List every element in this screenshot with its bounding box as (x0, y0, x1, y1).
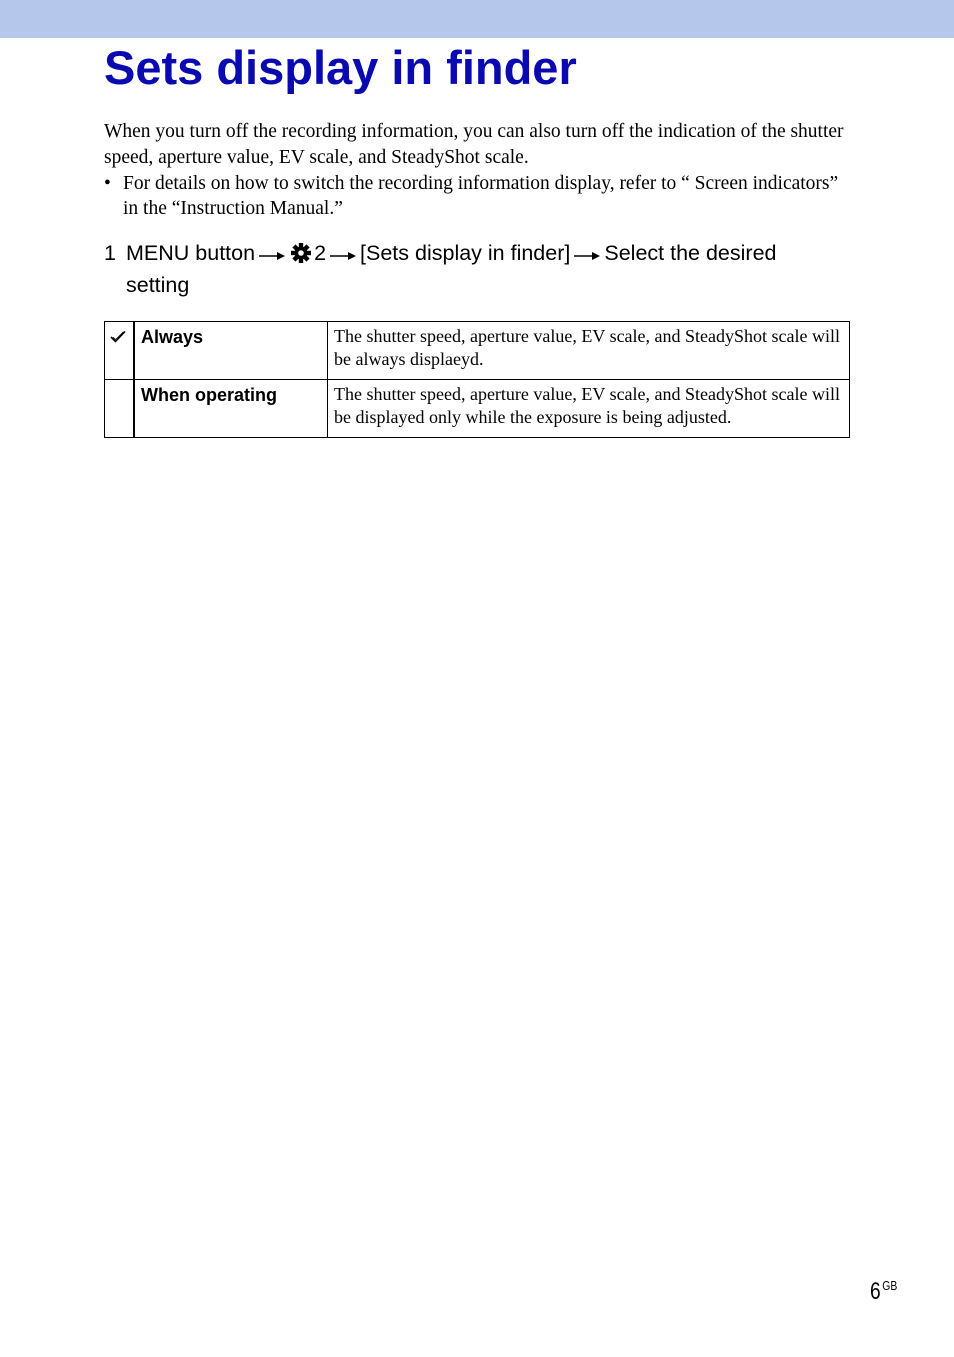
step-body (126, 239, 844, 300)
step-number: 1 (104, 241, 116, 265)
default-marker-cell (105, 380, 135, 438)
step-action: Select the desired setting (126, 241, 777, 297)
bullet-marker: • (104, 173, 111, 194)
page-number (870, 1277, 897, 1310)
option-description: The shutter speed, aperture value, EV scale, and SteadyShot scale will be displayed only while the exposure is being adjusted. (328, 380, 850, 438)
arrow-right-icon (330, 240, 356, 269)
header-band (0, 0, 954, 38)
page-title: Sets display in finder (104, 41, 577, 94)
menu-item-label: [Sets display in finder] (360, 241, 571, 265)
gear-icon (291, 242, 311, 271)
intro-paragraph: When you turn off the recording information, you can also turn off the indication of the shutter speed, aperture value, EV scale, and SteadyShot scale. (104, 121, 844, 168)
procedure-step (104, 239, 844, 300)
page-number-value: 6 (870, 1278, 881, 1305)
table-row (105, 380, 850, 438)
arrow-right-icon (574, 240, 600, 269)
default-marker-cell (105, 322, 135, 380)
checkmark-icon (110, 330, 133, 349)
menu-page-number: 2 (314, 241, 327, 265)
arrow-right-icon (259, 240, 285, 269)
options-table (104, 321, 850, 438)
note-item (104, 171, 854, 221)
option-name: Always (134, 322, 328, 380)
option-description: The shutter speed, aperture value, EV scale, and SteadyShot scale will be always displaeyd. (328, 322, 850, 380)
option-name: When operating (134, 380, 328, 438)
table-row (105, 322, 850, 380)
menu-button-label: MENU button (126, 241, 256, 265)
note-text: For details on how to switch the recording information display, refer to “ Screen indicators” in the “Instruction Manual.” (123, 173, 839, 219)
page-number-suffix: GB (882, 1278, 898, 1293)
